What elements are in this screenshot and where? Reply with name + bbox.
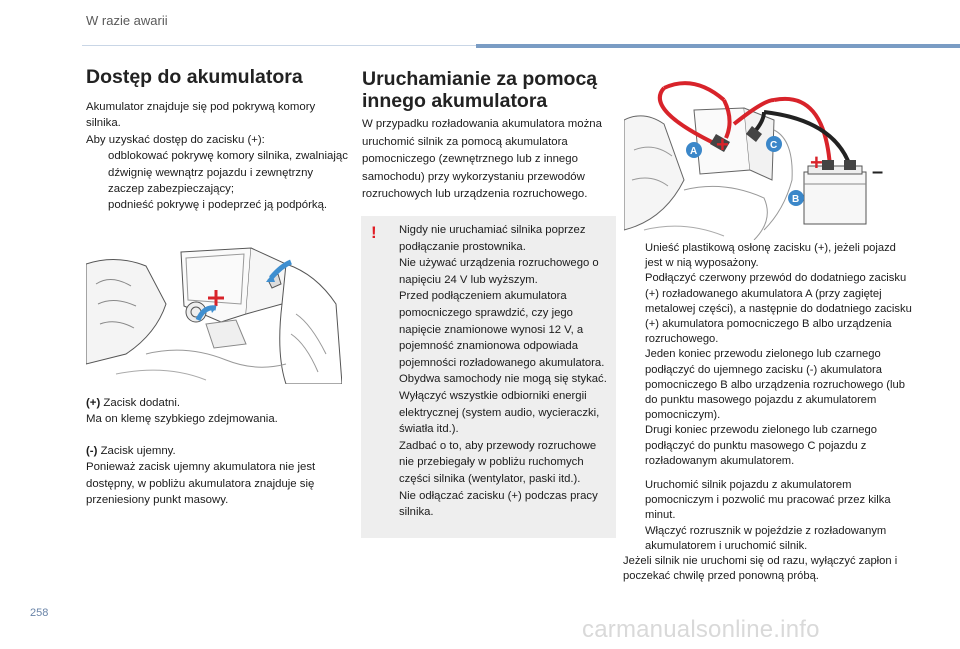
jump-start-title: Uruchamianie za pomocą innego akumulatora <box>362 68 598 112</box>
list-item: Włączyć rozrusznik w pojeździe z rozładowanym akumulatorem i uruchomić silnik. <box>645 524 887 552</box>
list-item: odblokować pokrywę komory silnika, zwalniając dźwignię wewnątrz pojazdu i zewnętrzny zaczep zabezpieczający; <box>108 150 348 196</box>
warning-icon: ! <box>371 223 377 242</box>
badge-a-label: A <box>690 146 698 157</box>
engine-bay-illustration <box>86 244 342 384</box>
diagram-minus: – <box>872 161 884 183</box>
header-rule-thin <box>82 45 476 46</box>
intro-location: Akumulator znajduje się pod pokrywą komory silnika. <box>86 101 316 130</box>
list-item: Drugi koniec przewodu zielonego lub czarnego podłączyć do punktu masowego C pojazdu z rozładowanym akumulatorem. <box>645 424 877 467</box>
page-number: 258 <box>30 607 49 619</box>
list-item: Jeden koniec przewodu zielonego lub czarnego podłączyć do ujemnego zacisku (-) akumulatora pomocniczego B albo urządzenia rozruchowego (lub do punktu masowego pojazdu z akumulatorem pomocniczym). <box>645 348 905 422</box>
diagram-plus-b: + <box>810 150 823 175</box>
diagram-plus-a: + <box>716 132 729 157</box>
header-rule <box>476 44 960 48</box>
list-item: Uruchomić silnik pojazdu z akumulatorem pomocniczym i pozwolić mu pracować przez kilka minut. <box>645 479 891 522</box>
list-item: Podłączyć czerwony przewód do dodatniego zacisku (+) rozładowanego akumulatora A (przy zagiętej metalowej części), a następnie do dodatniego zacisku (+) akumulatora pomocniczego B albo urządzenia rozruchowego. <box>645 272 912 346</box>
jump-start-steps <box>623 241 913 584</box>
battery-access-title: Dostęp do akumulatora <box>86 66 303 88</box>
battery-access-body <box>86 99 348 214</box>
jump-start-diagram <box>624 80 886 240</box>
jump-start-intro: W przypadku rozładowania akumulatora można uruchomić silnik za pomocą akumulatora pomocniczego (zewnętrznego lub z innego samochodu) przy wykorzystaniu przewodów rozruchowych lub urządzenia rozruchowego. <box>362 118 602 201</box>
minus-terminal-label: (-) <box>86 445 98 457</box>
warning-text: Nigdy nie uruchamiać silnika poprzez podłączanie prostownika. Nie używać urządzenia rozruchowego o napięciu 24 V lub wyższym. Przed podłączeniem akumulatora pomocniczego sprawdzić, czy jego napięcie znamionowe wynosi 12 V, a pojemność znamionowa odpowiada pojemności rozładowanego akumulatora. Obydwa samochody nie mogą się stykać. Wyłączyć wszystkie odbiorniki energii elektrycznej (system audio, wycieraczki, światła itd.). Zadbać o to, aby przewody rozruchowe nie przebiegały w pobliżu ruchomych części silnika (wentylator, paski itd.). Nie odłączać zacisku (+) podczas pracy silnika. <box>399 224 607 519</box>
badge-c-label: C <box>770 140 778 151</box>
list-item: podnieść pokrywę i podeprzeć ją podpórką. <box>108 199 328 212</box>
positive-terminal-note: (+) Zacisk dodatni. Ma on klemę szybkiego zdejmowania. <box>86 397 278 426</box>
watermark: carmanualsonline.info <box>582 616 820 643</box>
negative-terminal-note: (-) Zacisk ujemny. Ponieważ zacisk ujemny akumulatora nie jest dostępny, w pobliżu akumulatora znajduje się przeniesiony punkt masowy. <box>86 445 316 507</box>
list-item: Unieść plastikową osłonę zacisku (+), jeżeli pojazd jest w nią wyposażony. <box>645 242 896 270</box>
plus-terminal-label: (+) <box>86 397 101 409</box>
badge-b-label: B <box>792 194 800 205</box>
intro-access: Aby uzyskać dostęp do zacisku (+): <box>86 133 265 146</box>
section-header: W razie awarii <box>86 13 168 28</box>
closing-note: Jeżeli silnik nie uruchomi się od razu, wyłączyć zapłon i poczekać chwilę przed ponowną próbą. <box>623 555 898 583</box>
